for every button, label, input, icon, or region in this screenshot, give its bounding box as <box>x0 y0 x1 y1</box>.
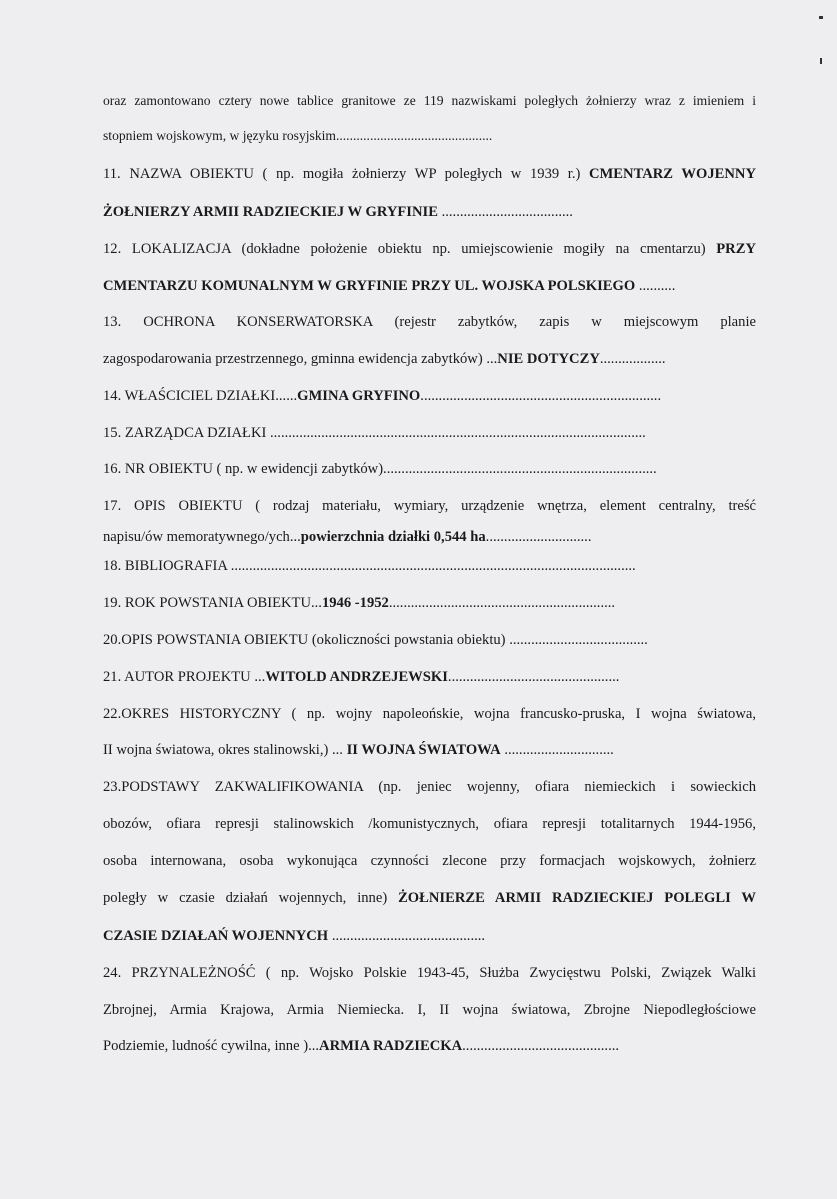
field-value: 1946 -1952 <box>321 595 389 611</box>
field-label: ............................................... <box>447 669 620 685</box>
field-label: 20.OPIS POWSTANIA OBIEKTU (okoliczności powstania obiektu) ...................................... <box>103 632 648 648</box>
text-line <box>103 203 756 221</box>
text-line <box>103 497 756 515</box>
text-line <box>103 1037 756 1055</box>
text-line <box>103 927 756 945</box>
field-label: osoba internowana, osoba wykonująca czynności zlecone przy formacjach wojskowych, żołnierz <box>103 853 756 869</box>
text-line <box>103 92 756 110</box>
field-label: 12. LOKALIZACJA (dokładne położenie obiektu np. umiejscowienie mogiły na cmentarzu) <box>103 241 717 257</box>
field-value: powierzchnia działki 0,544 ha <box>300 529 486 545</box>
scan-mark <box>820 58 822 64</box>
text-line <box>103 460 756 478</box>
field-value: ARMIA RADZIECKA <box>319 1038 463 1054</box>
text-line <box>103 277 756 295</box>
field-label: 16. NR OBIEKTU ( np. w ewidencji zabytków)........................................................................... <box>103 461 657 477</box>
text-line <box>103 313 756 331</box>
field-label: .......... <box>638 278 676 294</box>
field-label: stopniem wojskowym, w języku rosyjskim.............................................. <box>103 128 493 143</box>
field-label: Podziemie, ludność cywilna, inne )... <box>103 1038 320 1054</box>
field-label: 18. BIBLIOGRAFIA ............................................................................................................... <box>103 558 636 574</box>
field-label: napisu/ów memoratywnego/ych... <box>103 529 301 545</box>
field-value: NIE DOTYCZY <box>497 351 600 367</box>
text-line <box>103 127 756 145</box>
field-label: obozów, ofiara represji stalinowskich /komunistycznych, ofiara represji totalitarnych 1944-1956, <box>103 816 756 832</box>
field-value: CZASIE DZIAŁAŃ WOJENNYCH <box>103 928 332 944</box>
field-value: PRZY <box>716 241 756 257</box>
field-label: 23.PODSTAWY ZAKWALIFIKOWANIA (np. jeniec wojenny, ofiara niemieckich i sowieckich <box>103 779 756 795</box>
text-line <box>103 852 756 870</box>
field-label: .............................................................. <box>388 595 616 611</box>
field-value: CMENTARZ WOJENNY <box>588 166 756 182</box>
field-label: .............................. <box>500 742 614 758</box>
field-label: zagospodarowania przestrzennego, gminna ewidencja zabytków) ... <box>103 351 498 367</box>
field-label: 19. ROK POWSTANIA OBIEKTU... <box>103 595 322 611</box>
field-label: 21. AUTOR PROJEKTU ... <box>103 669 266 685</box>
field-value: ŻOŁNIERZY ARMII RADZIECKIEJ W GRYFINIE <box>103 204 442 220</box>
text-line <box>103 528 756 546</box>
field-label: .................................... <box>441 204 573 220</box>
field-label: Zbrojnej, Armia Krajowa, Armia Niemiecka. I, II wojna światowa, Zbrojne Niepodległościowe <box>103 1002 756 1018</box>
field-value: II WOJNA ŚWIATOWA <box>346 742 501 758</box>
text-line <box>103 889 756 907</box>
field-value: WITOLD ANDRZEJEWSKI <box>265 669 448 685</box>
field-label: 22.OKRES HISTORYCZNY ( np. wojny napoleońskie, wojna francusko-pruska, I wojna światowa, <box>103 706 756 722</box>
text-line <box>103 741 756 759</box>
field-label: .................. <box>599 351 666 367</box>
text-line <box>103 350 756 368</box>
field-label: 13. OCHRONA KONSERWATORSKA (rejestr zabytków, zapis w miejscowym planie <box>103 314 756 330</box>
text-line <box>103 387 756 405</box>
text-line <box>103 165 756 183</box>
field-label: ........................................... <box>462 1038 620 1054</box>
field-value: GMINA GRYFINO <box>297 388 421 404</box>
text-line <box>103 1001 756 1019</box>
field-label: poległy w czasie działań wojennych, inne) <box>103 890 399 906</box>
field-value: CMENTARZU KOMUNALNYM W GRYFINIE PRZY UL. WOJSKA POLSKIEGO <box>103 278 639 294</box>
text-line <box>103 631 756 649</box>
field-label: ............................. <box>485 529 592 545</box>
field-label: 17. OPIS OBIEKTU ( rodzaj materiału, wymiary, urządzenie wnętrza, element centralny, treść <box>103 498 756 514</box>
field-label: II wojna światowa, okres stalinowski,) ... <box>103 742 347 758</box>
text-line <box>103 424 756 442</box>
text-line <box>103 557 756 575</box>
text-line <box>103 705 756 723</box>
field-label: 24. PRZYNALEŻNOŚĆ ( np. Wojsko Polskie 1943-45, Służba Zwycięstwu Polski, Związek Walki <box>103 965 756 981</box>
field-value: ŻOŁNIERZE ARMII RADZIECKIEJ POLEGLI W <box>398 890 756 906</box>
field-label: 11. NAZWA OBIEKTU ( np. mogiła żołnierzy WP poległych w 1939 r.) <box>103 166 589 182</box>
scan-mark <box>819 16 823 19</box>
text-line <box>103 815 756 833</box>
field-label: oraz zamontowano cztery nowe tablice granitowe ze 119 nazwiskami poległych żołnierzy wraz z imieniem i <box>103 93 756 108</box>
text-line <box>103 240 756 258</box>
text-line <box>103 964 756 982</box>
text-line <box>103 594 756 612</box>
field-label: 15. ZARZĄDCA DZIAŁKI ....................................................................................................... <box>103 425 646 441</box>
text-line <box>103 668 756 686</box>
text-line <box>103 778 756 796</box>
field-label: .................................................................. <box>420 388 662 404</box>
field-label: .......................................... <box>331 928 486 944</box>
field-label: 14. WŁAŚCICIEL DZIAŁKI...... <box>103 388 298 404</box>
